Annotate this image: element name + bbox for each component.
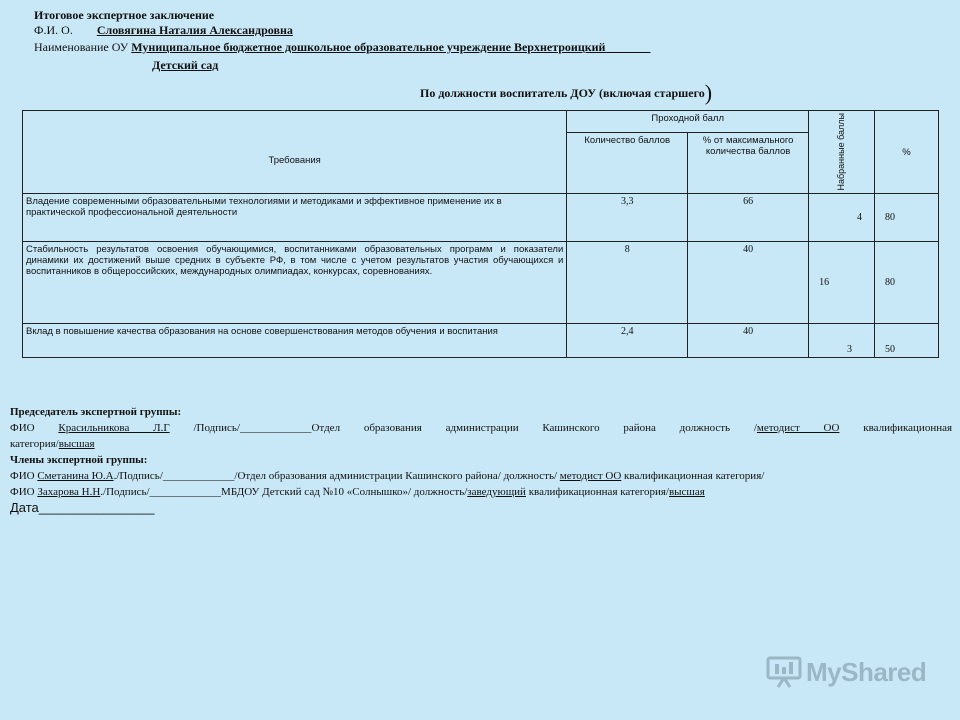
col-passing: Проходной балл xyxy=(567,111,809,133)
signatures-block xyxy=(10,404,952,516)
chair-qual: высшая xyxy=(58,438,95,450)
row-scored: 4 xyxy=(809,194,875,242)
document-title: Итоговое экспертное заключение xyxy=(34,8,215,22)
row-text: Вклад в повышение качества образования на основе совершенствования методов обучения и воспитания xyxy=(23,324,567,358)
myshared-watermark xyxy=(766,656,926,688)
chair-position: методист ОО xyxy=(756,422,840,434)
member-line: ФИО Сметанина Ю.А./Подпись/_____________/Отдел образования администрации Кашинского района/ должность/ методист ОО квалификационная категория/ xyxy=(10,470,765,482)
chair-line: ФИО Красильникова Л.Г /Подпись/_____________Отдел образования администрации Кашинского района должность /методист ОО квалификационная xyxy=(10,422,953,434)
col-requirements: Требования xyxy=(23,111,567,194)
presentation-icon xyxy=(766,656,802,688)
position-subtitle: По должности воспитатель ДОУ (включая старшего) xyxy=(420,80,713,105)
row-pct: 50 xyxy=(875,324,939,358)
row-scored: 3 xyxy=(809,324,875,358)
chair-qual-line: категория/высшая xyxy=(10,438,95,450)
chair-heading: Председатель экспертной группы: xyxy=(10,406,182,418)
row-pct-max: 40 xyxy=(688,242,809,324)
row-pct-max: 40 xyxy=(688,324,809,358)
org-label: Наименование ОУ xyxy=(34,40,129,54)
table-row xyxy=(23,324,939,358)
fio-label: Ф.И. О. xyxy=(34,23,73,37)
row-text: Стабильность результатов освоения обучающимися, воспитанниками образовательных программ и показатели динамики их достижений выше средних в субъекте РФ, в том числе с учетом результатов участия обучающихся и воспитанников в общероссийских, международных олимпиадах, конкурсах, соревнованиях. xyxy=(23,242,567,324)
members-heading: Члены экспертной группы: xyxy=(10,454,148,466)
col-scored: Набранные баллы xyxy=(809,111,875,194)
col-points: Количество баллов xyxy=(567,133,688,194)
col-percent-max: % от максимального количества баллов xyxy=(688,133,809,194)
row-scored: 16 xyxy=(809,242,875,324)
table-row xyxy=(23,242,939,324)
org-value: Муниципальное бюджетное дошкольное образовательное учреждение Верхнетроицкий xyxy=(131,40,606,54)
row-points: 2,4 xyxy=(567,324,688,358)
date-line: Дата________________ xyxy=(10,500,155,515)
member-position: заведующий xyxy=(467,486,526,498)
row-pct: 80 xyxy=(875,194,939,242)
member-name: Сметанина Ю.А xyxy=(37,470,114,482)
member-qual: высшая xyxy=(668,486,705,498)
row-pct-max: 66 xyxy=(688,194,809,242)
row-points: 8 xyxy=(567,242,688,324)
table-row xyxy=(23,194,939,242)
row-points: 3,3 xyxy=(567,194,688,242)
row-text: Владение современными образовательными технологиями и методиками и эффективное применение их в практической профессиональной деятельности xyxy=(23,194,567,242)
chair-name: Красильникова Л.Г xyxy=(58,422,170,434)
row-pct: 80 xyxy=(875,242,939,324)
org-value-cont: Детский сад xyxy=(152,58,219,72)
member-position: методист ОО xyxy=(559,470,622,482)
requirements-table xyxy=(22,110,939,358)
org-line xyxy=(34,40,650,55)
member-line: ФИО Захарова Н.Н./Подпись/_____________МБДОУ Детский сад №10 «Солнышко»/ должность/заведующий квалификационная категория/высшая xyxy=(10,486,705,498)
fio-line xyxy=(34,23,293,38)
member-name: Захарова Н.Н xyxy=(37,486,101,498)
fio-value: Словягина Наталия Александровна xyxy=(96,23,293,37)
col-percent: % xyxy=(875,111,939,194)
myshared-brand: MyShared xyxy=(806,656,927,687)
